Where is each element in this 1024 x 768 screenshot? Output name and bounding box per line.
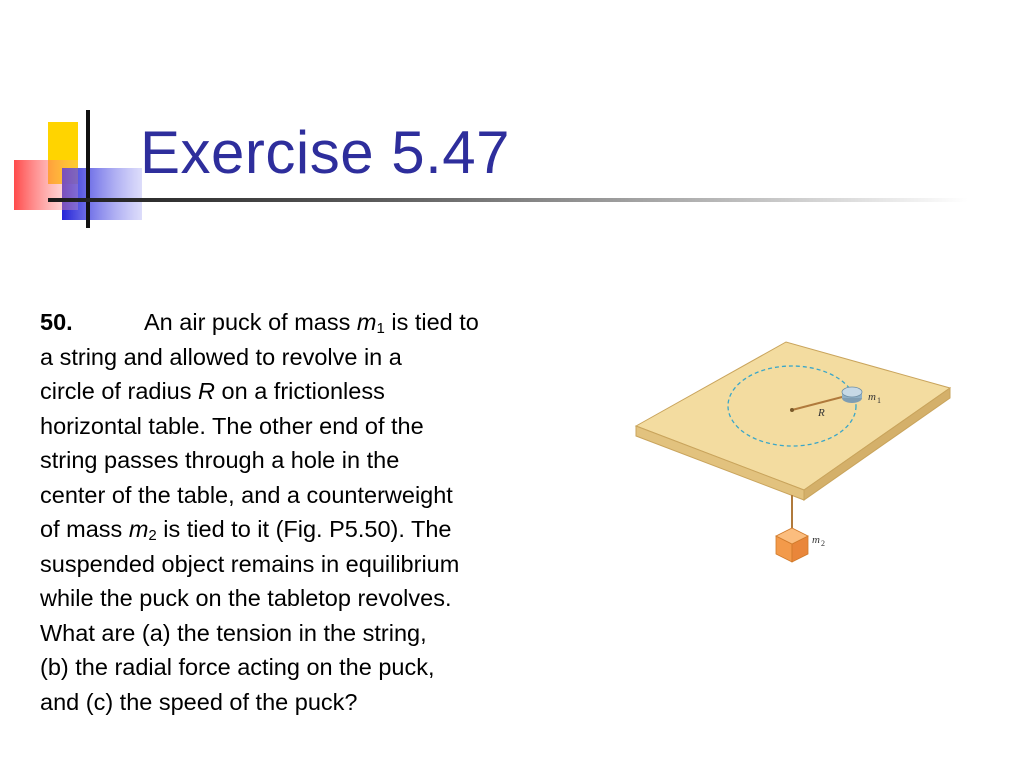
text-line: and (c) the speed of the puck? xyxy=(40,688,358,715)
puck-mass-subscript: 1 xyxy=(877,396,881,405)
figure-p5-50 xyxy=(620,330,960,570)
weight-mass-label: m xyxy=(812,534,820,546)
text-subscript: 1 xyxy=(376,320,385,337)
corner-decoration xyxy=(0,0,160,240)
text-fragment: An air puck of mass xyxy=(144,309,357,335)
text-var-m: m xyxy=(128,516,149,542)
text-var-r: R xyxy=(198,378,216,404)
text-line: center of the table, and a counterweight xyxy=(40,481,453,508)
weight-mass-subscript: 2 xyxy=(821,539,825,548)
problem-number: 50. xyxy=(40,309,73,335)
puck-top xyxy=(842,387,862,397)
text-line: horizontal table. The other end of the xyxy=(40,412,424,439)
radius-label: R xyxy=(818,407,825,419)
text-fragment: of mass xyxy=(40,516,129,542)
text-fragment: is tied to xyxy=(384,309,479,335)
text-subscript: 2 xyxy=(148,527,157,544)
slide-title: Exercise 5.47 xyxy=(140,119,511,186)
text-line: while the puck on the tabletop revolves. xyxy=(40,585,452,611)
puck-mass-label: m xyxy=(868,391,876,403)
deco-red-square xyxy=(14,160,78,210)
text-line: string passes through a hole in the xyxy=(40,447,400,473)
table-top xyxy=(636,342,950,490)
text-fragment: circle of radius xyxy=(40,378,199,404)
text-var-m: m xyxy=(356,309,377,335)
text-line: What are (a) the tension in the string, xyxy=(40,619,427,646)
text-line: a string and allowed to revolve in a xyxy=(40,343,402,370)
problem-text xyxy=(40,305,570,719)
text-fragment: on a frictionless xyxy=(215,378,385,404)
center-hole xyxy=(790,408,794,412)
text-fragment: is tied to it (Fig. P5.50). The xyxy=(156,516,452,542)
text-line: (b) the radial force acting on the puck, xyxy=(40,654,435,680)
title-underline xyxy=(48,198,968,202)
text-line: suspended object remains in equilibrium xyxy=(40,550,460,577)
